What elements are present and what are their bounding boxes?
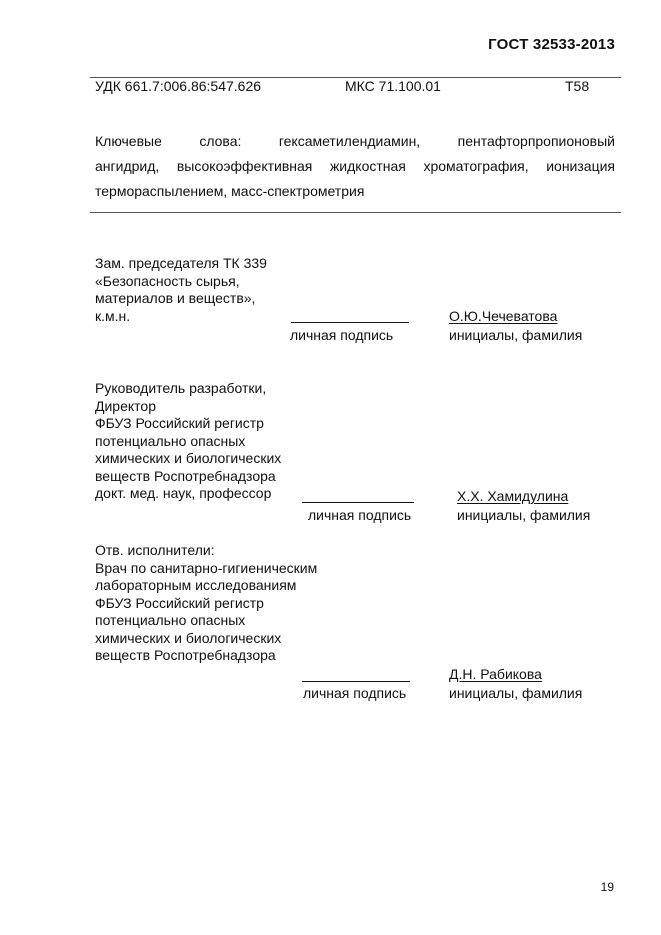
name-caption-3: инициалы, фамилия [449,685,583,701]
title-line: Врач по санитарно-гигиеническим [95,559,318,576]
signature-line-2 [302,502,414,503]
classification-code: Т58 [565,78,590,94]
title-line: «Безопасность сырья, [95,272,240,289]
name-caption-1: инициалы, фамилия [449,327,583,343]
signatory-title-3 [95,542,317,665]
signature-caption-3: личная подпись [303,685,407,701]
title-line: лабораторным исследованиям [95,577,297,593]
signature-line-3 [302,681,410,682]
title-line: ФБУЗ Российский регистр [95,594,264,611]
title-line: химических и биологических [95,450,282,466]
name-caption-2: инициалы, фамилия [457,507,591,523]
keywords-line: ангидрид, высокоэффективная жидкостная хроматография, ионизация [95,158,615,174]
signature-caption-1: личная подпись [290,327,394,343]
signature-line-1 [291,322,409,323]
title-line: Зам. председателя ТК 339 [95,255,267,271]
title-line: химических и биологических [95,629,282,646]
title-line: Руководитель разработки, [95,380,267,396]
signatory-name-1: О.Ю.Чечеватова [449,308,558,324]
title-line: веществ Роспотребнадзора [95,467,276,484]
title-line: ФБУЗ Российский регистр [95,415,264,431]
page-number: 19 [600,880,614,894]
signatory-name-3: Д.Н. Рабикова [449,666,542,682]
title-line: Отв. исполнители: [95,542,215,558]
keywords-line: термораспылением, масс-спектрометрия [95,183,365,199]
keywords-line: Ключевые слова: гексаметилендиамин, пентафторпропионовый [95,133,615,149]
title-line: веществ Роспотребнадзора [95,647,276,663]
mks-code: МКС 71.100.01 [345,78,441,94]
title-line: к.м.н. [95,307,131,324]
signatory-name-2: Х.Х. Хамидулина [457,488,569,504]
title-line: материалов и веществ», [95,290,256,306]
keywords-bottom-rule [90,212,621,213]
signature-caption-2: личная подпись [308,507,412,523]
keywords-paragraph [95,129,615,204]
title-line: Директор [95,397,156,414]
title-line: докт. мед. наук, профессор [95,485,272,501]
standard-code: ГОСТ 32533-2013 [488,36,615,53]
title-line: потенциально опасных [95,612,246,628]
signatory-title-2 [95,380,281,503]
title-line: потенциально опасных [95,432,246,449]
udk-code: УДК 661.7:006.86:547.626 [95,78,262,94]
signatory-title-1 [95,255,267,325]
